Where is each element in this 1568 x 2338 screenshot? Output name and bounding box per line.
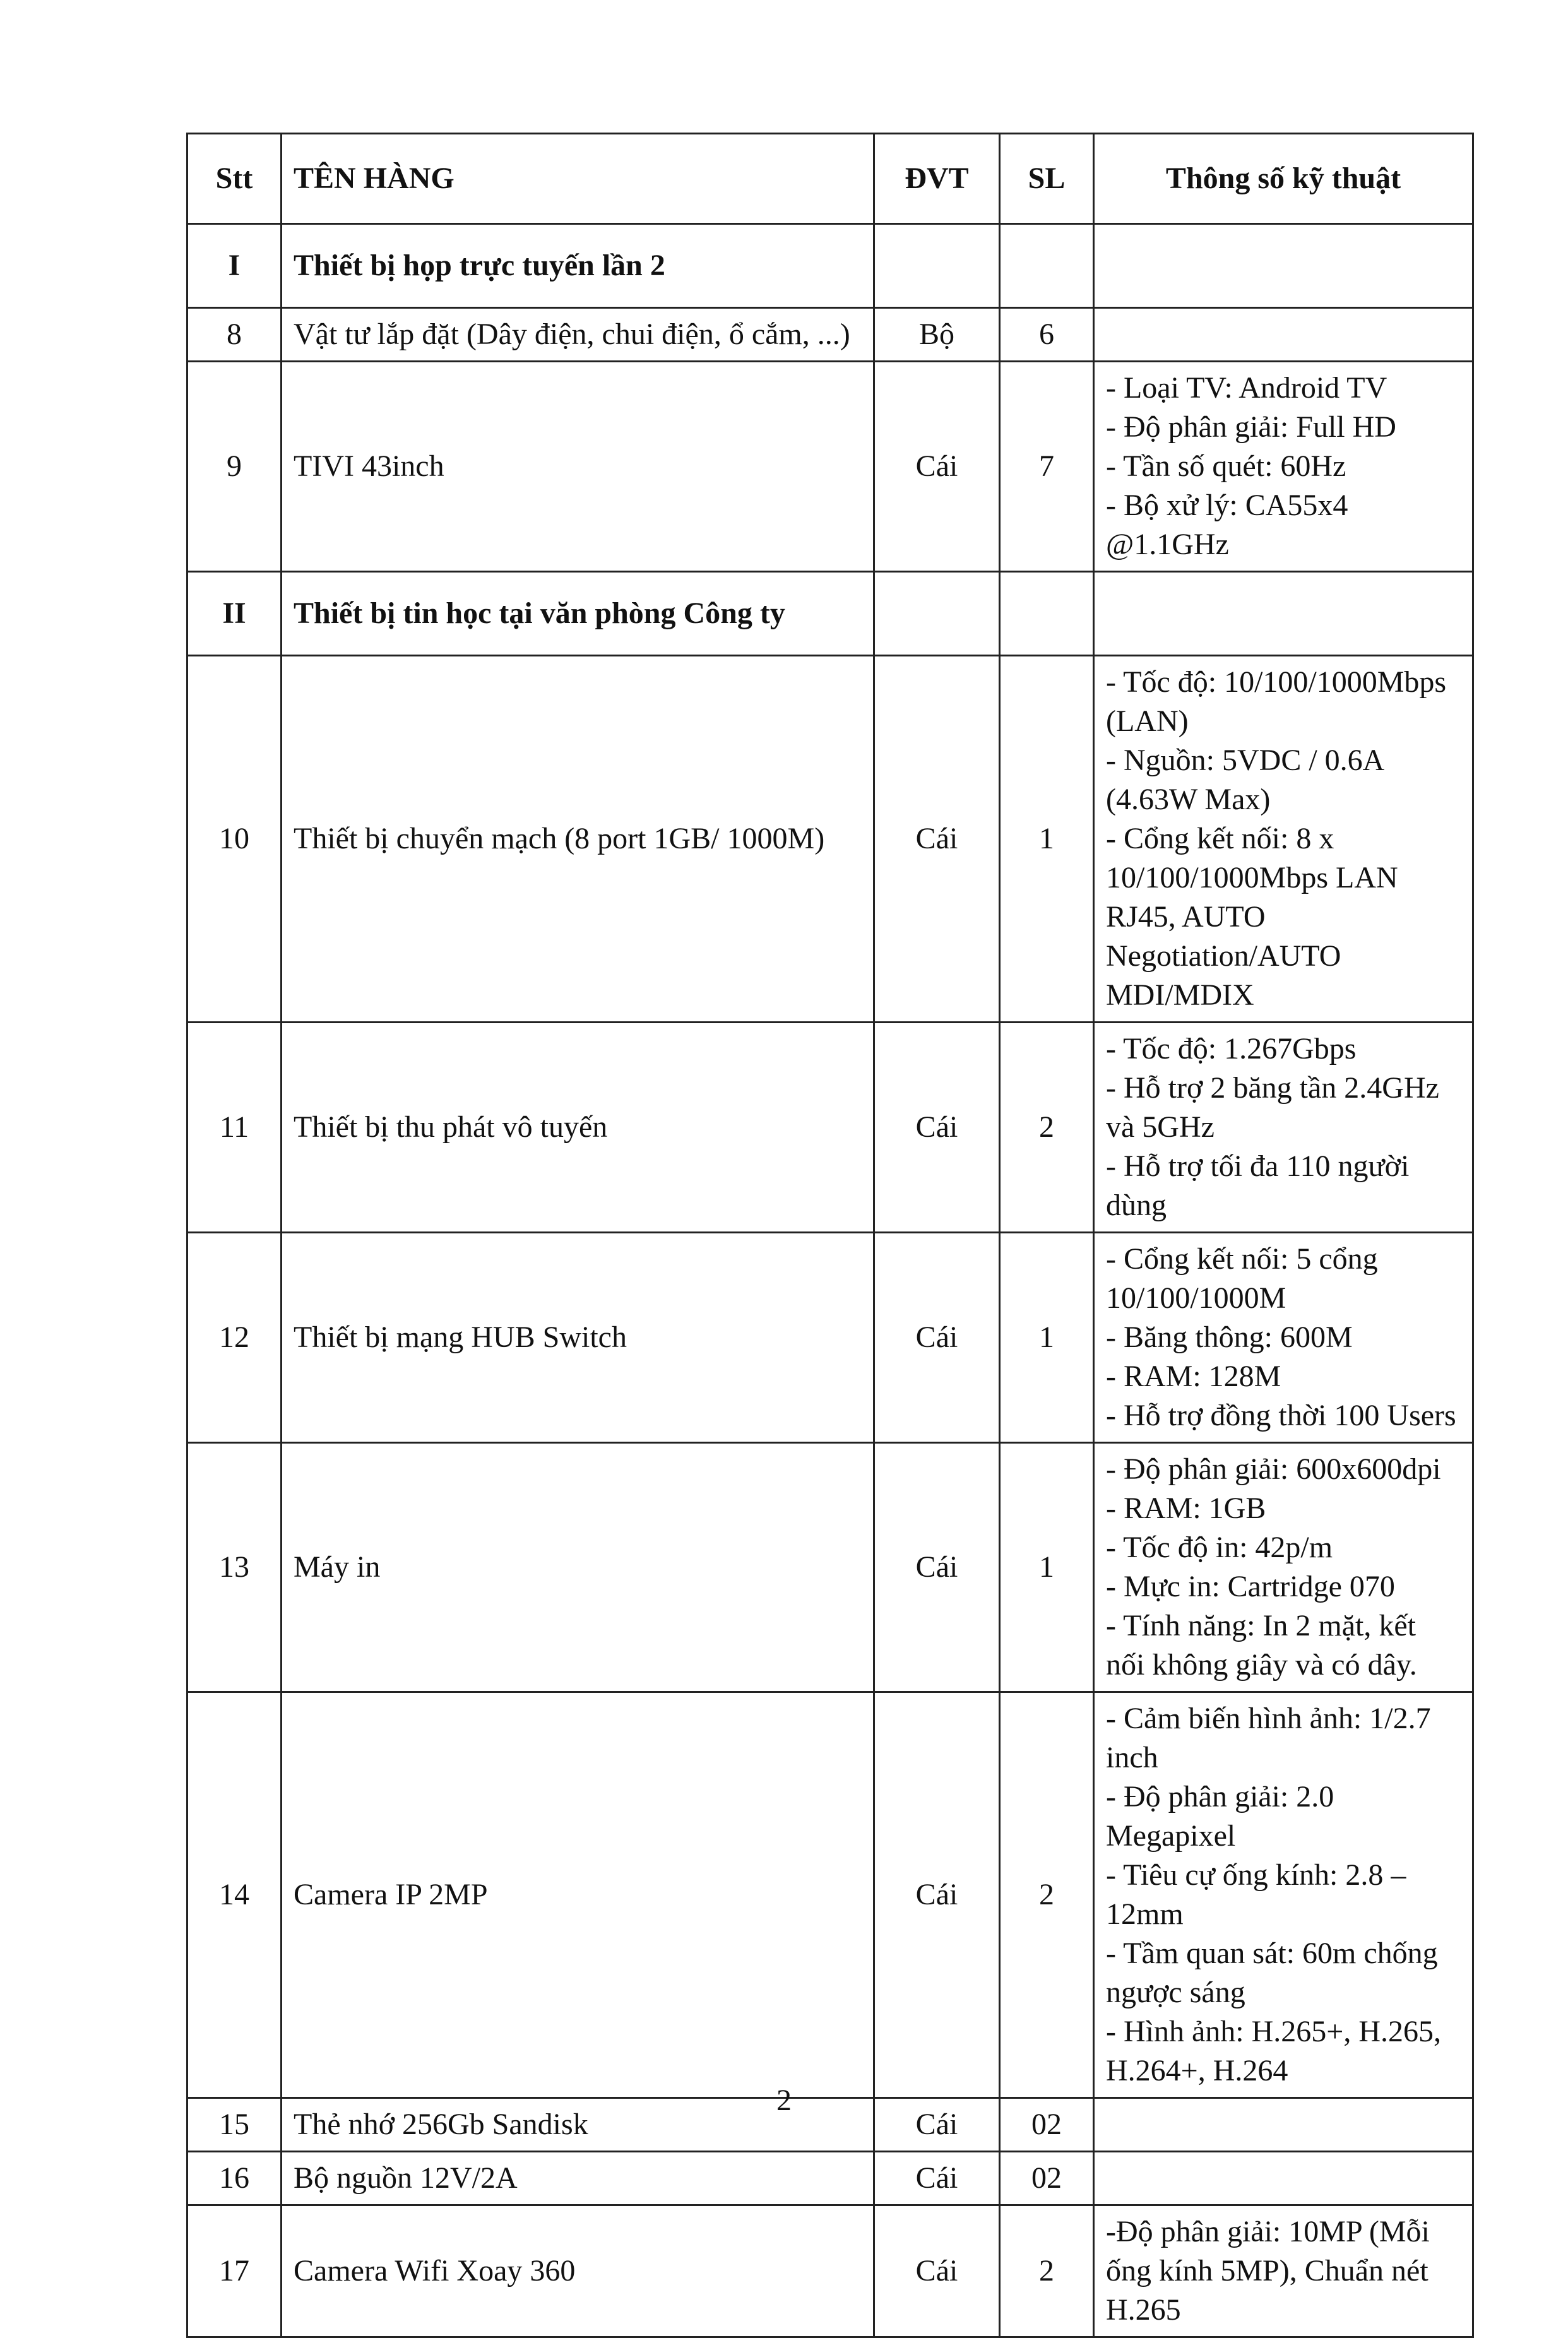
equipment-table — [186, 133, 1474, 2338]
cell-dvt: Cái — [874, 1692, 1000, 2098]
spec-line: - Tốc độ: 1.267Gbps — [1106, 1032, 1357, 1065]
cell-spec — [1094, 572, 1473, 656]
cell-stt: 11 — [187, 1023, 282, 1233]
spec-line: - Cổng kết nối: 8 x 10/100/1000Mbps LAN RJ45, AUTO Negotiation/AUTO MDI/MDIX — [1106, 822, 1398, 1012]
cell-dvt: Cái — [874, 1443, 1000, 1692]
table-row — [187, 362, 1473, 572]
cell-sl — [1000, 572, 1094, 656]
cell-stt: 14 — [187, 1692, 282, 2098]
cell-dvt: Cái — [874, 2152, 1000, 2205]
cell-stt: 9 — [187, 362, 282, 572]
spec-line: - RAM: 128M — [1106, 1360, 1281, 1393]
table-body — [187, 224, 1473, 2337]
cell-stt: 12 — [187, 1233, 282, 1443]
cell-dvt: Cái — [874, 1233, 1000, 1443]
cell-sl: 2 — [1000, 1023, 1094, 1233]
table-row — [187, 2152, 1473, 2205]
cell-dvt — [874, 224, 1000, 308]
cell-spec — [1094, 2205, 1473, 2337]
cell-dvt: Cái — [874, 362, 1000, 572]
page-number: 2 — [776, 2084, 792, 2117]
section-row — [187, 572, 1473, 656]
cell-spec — [1094, 362, 1473, 572]
cell-spec — [1094, 1692, 1473, 2098]
cell-stt: 13 — [187, 1443, 282, 1692]
spec-line: - Hỗ trợ đồng thời 100 Users — [1106, 1399, 1456, 1432]
cell-sl — [1000, 224, 1094, 308]
header-stt: Stt — [187, 134, 282, 224]
cell-spec — [1094, 224, 1473, 308]
spec-line: - Độ phân giải: 600x600dpi — [1106, 1452, 1441, 1486]
cell-name: Bộ nguồn 12V/2A — [282, 2152, 874, 2205]
cell-stt: 17 — [187, 2205, 282, 2337]
table-row — [187, 656, 1473, 1023]
cell-name: Vật tư lắp đặt (Dây điện, chui điện, ổ cắm, ...) — [282, 308, 874, 362]
spec-line: - Tính năng: In 2 mặt, kết nối không giây và có dây. — [1106, 1609, 1417, 1682]
cell-stt: II — [187, 572, 282, 656]
cell-spec — [1094, 308, 1473, 362]
cell-stt: I — [187, 224, 282, 308]
cell-sl: 1 — [1000, 1443, 1094, 1692]
spec-line: - Độ phân giải: 2.0 Megapixel — [1106, 1780, 1334, 1853]
table-row — [187, 1233, 1473, 1443]
cell-spec — [1094, 656, 1473, 1023]
section-row — [187, 224, 1473, 308]
cell-dvt: Cái — [874, 656, 1000, 1023]
cell-stt: 16 — [187, 2152, 282, 2205]
cell-name: Thẻ nhớ 256Gb Sandisk — [282, 2098, 874, 2152]
header-spec: Thông số kỹ thuật — [1094, 134, 1473, 224]
spec-line: - Tốc độ: 10/100/1000Mbps (LAN) — [1106, 665, 1447, 738]
spec-line: - Băng thông: 600M — [1106, 1320, 1353, 1354]
cell-name: Thiết bị chuyển mạch (8 port 1GB/ 1000M) — [282, 656, 874, 1023]
cell-stt: 15 — [187, 2098, 282, 2152]
cell-dvt — [874, 572, 1000, 656]
table-row — [187, 1023, 1473, 1233]
cell-sl: 02 — [1000, 2098, 1094, 2152]
spec-line: - Mực in: Cartridge 070 — [1106, 1570, 1395, 1603]
spec-line: - Hình ảnh: H.265+, H.265, H.264+, H.264 — [1106, 2015, 1442, 2087]
header-name: TÊN HÀNG — [282, 134, 874, 224]
spec-line: - Tần số quét: 60Hz — [1106, 449, 1346, 483]
cell-stt: 8 — [187, 308, 282, 362]
cell-name: TIVI 43inch — [282, 362, 874, 572]
cell-name: Camera Wifi Xoay 360 — [282, 2205, 874, 2337]
cell-spec — [1094, 1233, 1473, 1443]
table-row — [187, 1443, 1473, 1692]
cell-stt: 10 — [187, 656, 282, 1023]
cell-sl: 2 — [1000, 1692, 1094, 2098]
table-header-row — [187, 134, 1473, 224]
header-dvt: ĐVT — [874, 134, 1000, 224]
spec-line: - Nguồn: 5VDC / 0.6A (4.63W Max) — [1106, 744, 1383, 816]
cell-sl: 6 — [1000, 308, 1094, 362]
spec-line: - Cảm biến hình ảnh: 1/2.7 inch — [1106, 1702, 1431, 1774]
spec-line: - Loại TV: Android TV — [1106, 371, 1387, 405]
cell-sl: 1 — [1000, 656, 1094, 1023]
spec-line: - Bộ xử lý: CA55x4 @1.1GHz — [1106, 489, 1348, 561]
cell-dvt: Bộ — [874, 308, 1000, 362]
cell-spec — [1094, 1443, 1473, 1692]
spec-line: - Cổng kết nối: 5 cổng 10/100/1000M — [1106, 1242, 1378, 1315]
cell-sl: 7 — [1000, 362, 1094, 572]
spec-line: - Hỗ trợ 2 băng tần 2.4GHz và 5GHz — [1106, 1071, 1439, 1144]
cell-sl: 2 — [1000, 2205, 1094, 2337]
cell-name: Thiết bị họp trực tuyến lần 2 — [282, 224, 874, 308]
cell-name: Thiết bị thu phát vô tuyến — [282, 1023, 874, 1233]
spec-line: -Độ phân giải: 10MP (Mỗi ống kính 5MP), Chuẩn nét H.265 — [1106, 2215, 1430, 2327]
cell-name: Camera IP 2MP — [282, 1692, 874, 2098]
cell-sl: 1 — [1000, 1233, 1094, 1443]
table-row — [187, 2205, 1473, 2337]
cell-name: Thiết bị mạng HUB Switch — [282, 1233, 874, 1443]
table-row — [187, 1692, 1473, 2098]
spec-line: - Hỗ trợ tối đa 110 người dùng — [1106, 1149, 1410, 1222]
cell-dvt: Cái — [874, 2098, 1000, 2152]
cell-name: Thiết bị tin học tại văn phòng Công ty — [282, 572, 874, 656]
header-sl: SL — [1000, 134, 1094, 224]
spec-line: - Độ phân giải: Full HD — [1106, 410, 1396, 444]
spec-line: - Tầm quan sát: 60m chống ngược sáng — [1106, 1937, 1438, 2009]
cell-name: Máy in — [282, 1443, 874, 1692]
cell-spec — [1094, 1023, 1473, 1233]
spec-line: - Tốc độ in: 42p/m — [1106, 1531, 1333, 1564]
cell-dvt: Cái — [874, 1023, 1000, 1233]
cell-spec — [1094, 2152, 1473, 2205]
cell-dvt: Cái — [874, 2205, 1000, 2337]
spec-line: - Tiêu cự ống kính: 2.8 – 12mm — [1106, 1858, 1406, 1931]
cell-sl: 02 — [1000, 2152, 1094, 2205]
table-row — [187, 308, 1473, 362]
spec-line: - RAM: 1GB — [1106, 1492, 1266, 1525]
